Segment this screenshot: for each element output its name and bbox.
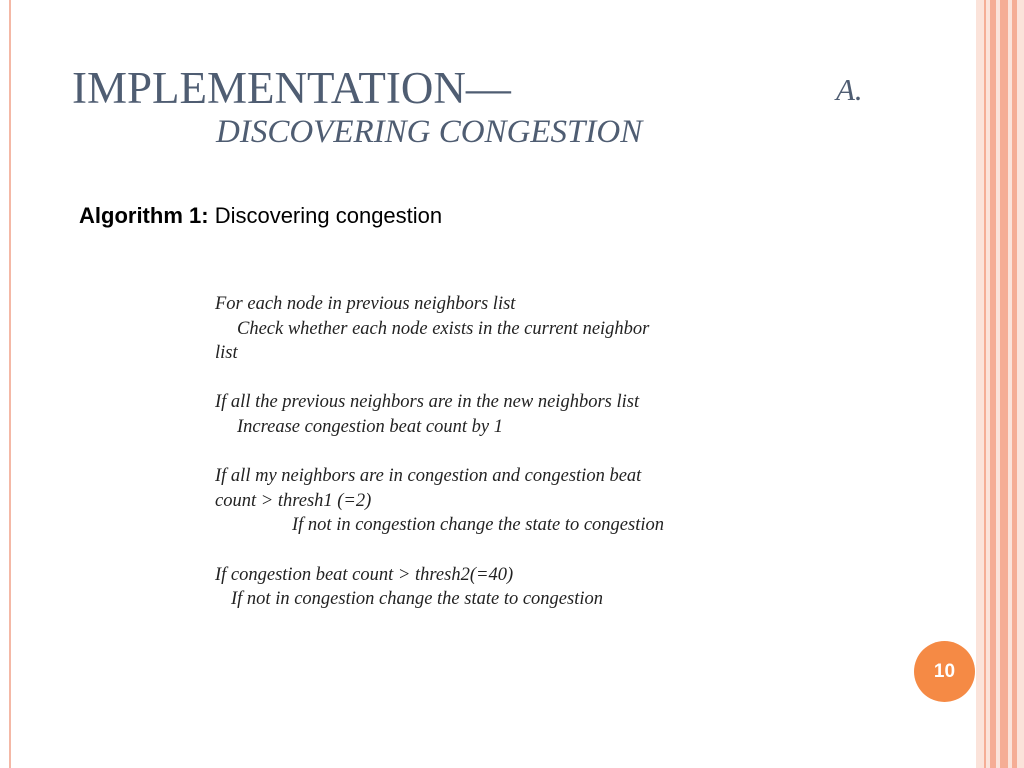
algorithm-heading bbox=[79, 203, 442, 229]
pseudocode-line: If not in congestion change the state to congestion bbox=[292, 515, 664, 536]
border-stripe bbox=[990, 0, 996, 768]
pseudocode-blank-line bbox=[215, 366, 735, 391]
algorithm-name: Discovering congestion bbox=[214, 203, 443, 228]
pseudocode-line: If all the previous neighbors are in the new neighbors list bbox=[215, 392, 640, 413]
pseudocode-line: For each node in previous neighbors list bbox=[215, 294, 516, 314]
pseudocode-line: Increase congestion beat count by 1 bbox=[237, 416, 503, 437]
border-stripe bbox=[1000, 0, 1008, 768]
algorithm-label: Algorithm 1: bbox=[79, 203, 209, 228]
pseudocode-line: If not in congestion change the state to congestion bbox=[231, 589, 603, 610]
pseudocode-line: list bbox=[215, 343, 238, 364]
border-stripe bbox=[1012, 0, 1017, 768]
pseudocode-blank-line bbox=[215, 538, 735, 563]
right-decorative-border bbox=[976, 0, 1024, 768]
slide-subtitle: DISCOVERING CONGESTION bbox=[216, 114, 643, 150]
slide-title: IMPLEMENTATION— bbox=[72, 63, 511, 113]
border-stripe bbox=[984, 0, 986, 768]
pseudocode-line: Check whether each node exists in the current neighbor bbox=[237, 318, 650, 339]
page-number-badge: 10 bbox=[914, 641, 975, 702]
pseudocode-blank-line bbox=[215, 440, 735, 465]
pseudocode-line: count > thresh1 (=2) bbox=[215, 490, 372, 511]
left-border-line bbox=[9, 0, 11, 768]
pseudocode-block bbox=[215, 292, 735, 612]
pseudocode-line: If congestion beat count > thresh2(=40) bbox=[215, 564, 514, 585]
pseudocode-line: If all my neighbors are in congestion and congestion beat bbox=[215, 466, 642, 487]
section-marker: A. bbox=[836, 72, 863, 107]
